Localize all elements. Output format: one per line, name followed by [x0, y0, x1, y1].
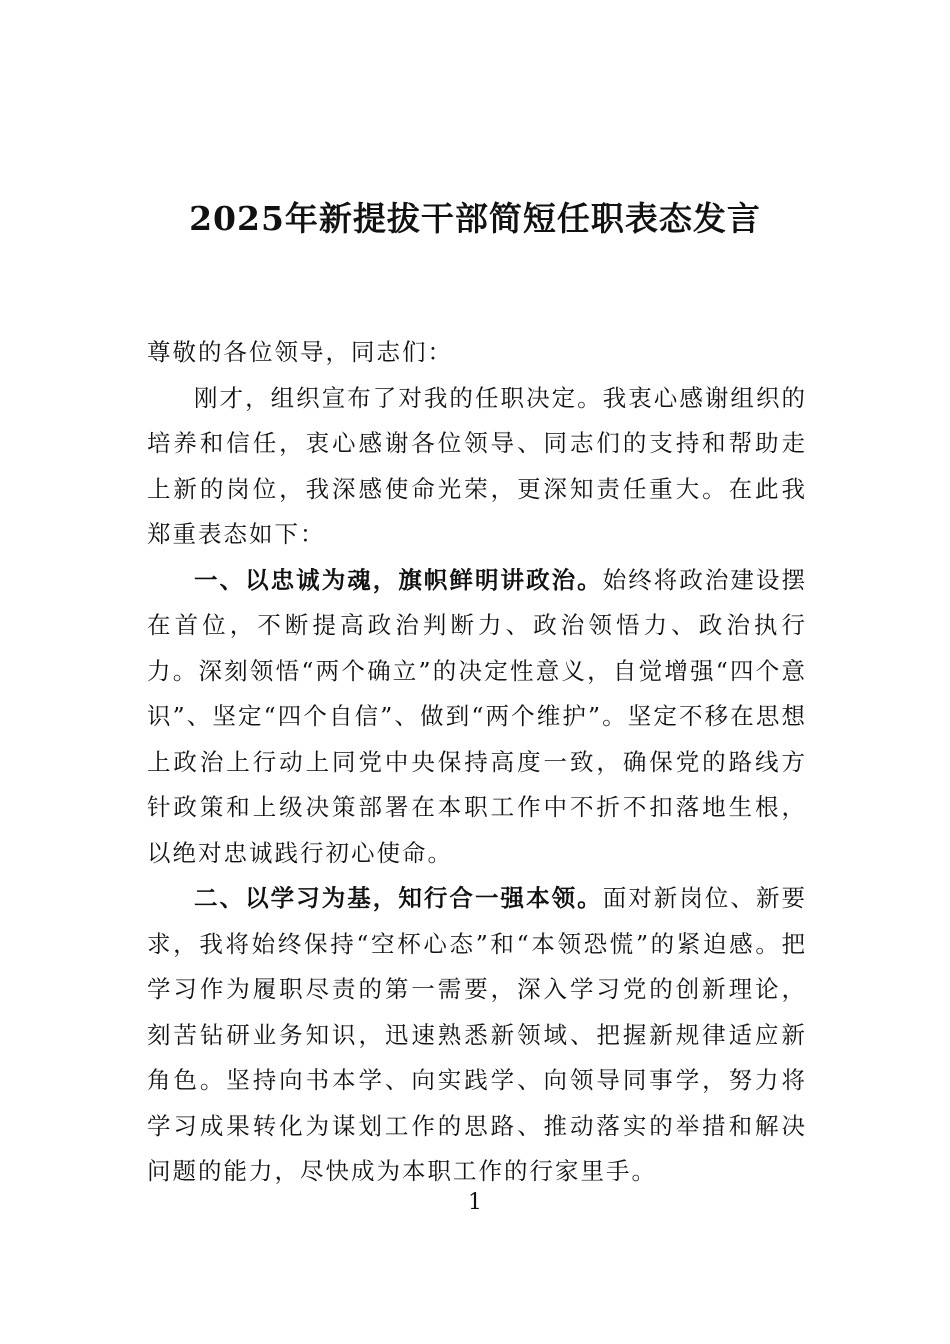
document-title: 2025年新提拔干部简短任职表态发言 — [189, 199, 761, 238]
paragraph-loyalty — [147, 558, 807, 877]
page-number: 1 — [468, 1190, 482, 1215]
document-body — [147, 330, 807, 1195]
salutation: 尊敬的各位领导，同志们： — [147, 338, 453, 366]
paragraph-intro — [147, 376, 807, 558]
paragraph-text: 始终将政治建设摆在首位，不断提高政治判断力、政治领悟力、政治执行力。深刻领悟“两个确立”的决定性意义，自觉增强“四个意识”、坚定“四个自信”、做到“两个维护”。坚定不移在思想上政治上行动上同党中央保持高度一致，确保党的路线方针政策和上级决策部署在本职工作中不折不扣落地生根，以绝对忠诚践行初心使命。 — [147, 565, 808, 867]
paragraph-learning — [147, 876, 807, 1195]
paragraph-text: 刚才，组织宣布了对我的任职决定。我衷心感谢组织的培养和信任，衷心感谢各位领导、同志们的支持和帮助走上新的岗位，我深感使命光荣，更深知责任重大。在此我郑重表态如下： — [147, 383, 807, 548]
paragraph-heading: 二、以学习为基，知行合一强本领。 — [194, 884, 603, 912]
paragraph-heading: 一、以忠诚为魂，旗帜鲜明讲政治。 — [194, 565, 603, 594]
paragraph-text: 面对新岗位、新要求，我将始终保持“空杯心态”和“本领恐慌”的紧迫感。把学习作为履职尽责的第一需要，深入学习党的创新理论，刻苦钻研业务知识，迅速熟悉新领域、把握新规律适应新角色。坚持向书本学、向实践学、向领导同事学，努力将学习成果转化为谋划工作的思路、推动落实的举措和解决问题的能力，尽快成为本职工作的行家里手。 — [147, 884, 808, 1185]
